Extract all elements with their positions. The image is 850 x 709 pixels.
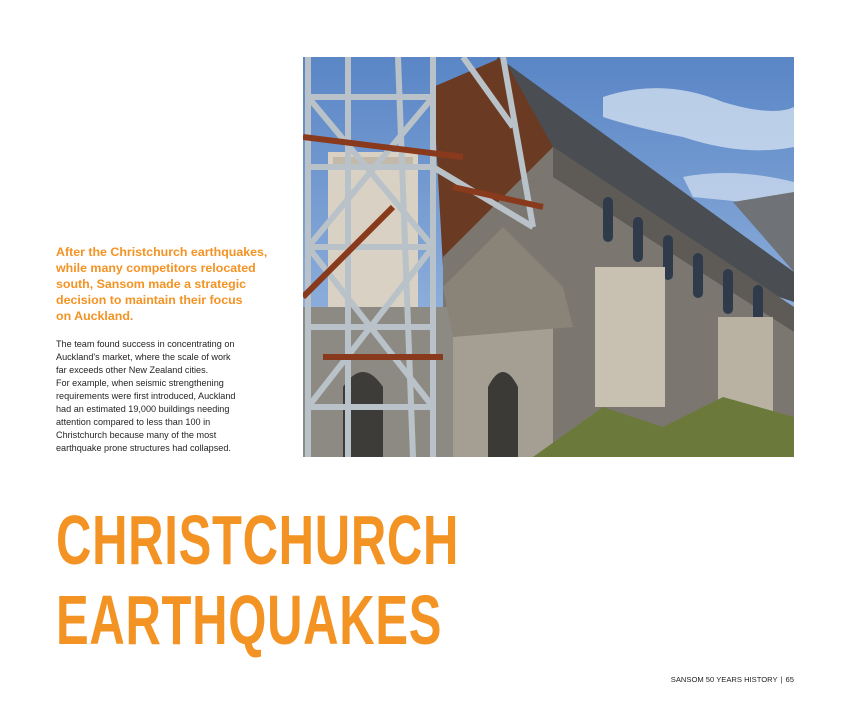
cathedral-photo <box>303 57 794 457</box>
cathedral-illustration <box>303 57 794 457</box>
footer-separator: | <box>780 675 783 684</box>
body-line: attention compared to less than 100 in <box>56 417 211 428</box>
headline-line: CHRISTCHURCH <box>56 501 460 579</box>
intro-line: south, Sansom made a strategic <box>56 277 247 291</box>
intro-line: while many competitors relocated <box>56 261 256 275</box>
page-headline <box>56 500 632 660</box>
page-number: 65 <box>785 675 794 684</box>
intro-line: on Auckland. <box>56 309 134 323</box>
body-line: For example, when seismic strengthening <box>56 378 224 389</box>
body-paragraph <box>56 338 256 455</box>
headline-line: EARTHQUAKES <box>56 581 443 659</box>
footer-label: SANSOM 50 YEARS HISTORY <box>670 675 778 684</box>
intro-line: After the Christchurch earthquakes, <box>56 245 268 259</box>
body-line: The team found success in concentrating on <box>56 339 235 349</box>
intro-line: decision to maintain their focus <box>56 293 243 307</box>
intro-pullquote <box>56 244 268 324</box>
body-line: requirements were first introduced, Auckland <box>56 391 236 402</box>
body-line: far exceeds other New Zealand cities. <box>56 365 209 376</box>
body-line: Auckland's market, where the scale of work <box>56 352 231 363</box>
body-line: had an estimated 19,000 buildings needing <box>56 404 230 415</box>
page-footer <box>671 675 794 684</box>
bracing-panel <box>595 267 665 407</box>
body-line: earthquake prone structures had collapsed. <box>56 443 231 454</box>
body-line: Christchurch because many of the most <box>56 430 217 441</box>
